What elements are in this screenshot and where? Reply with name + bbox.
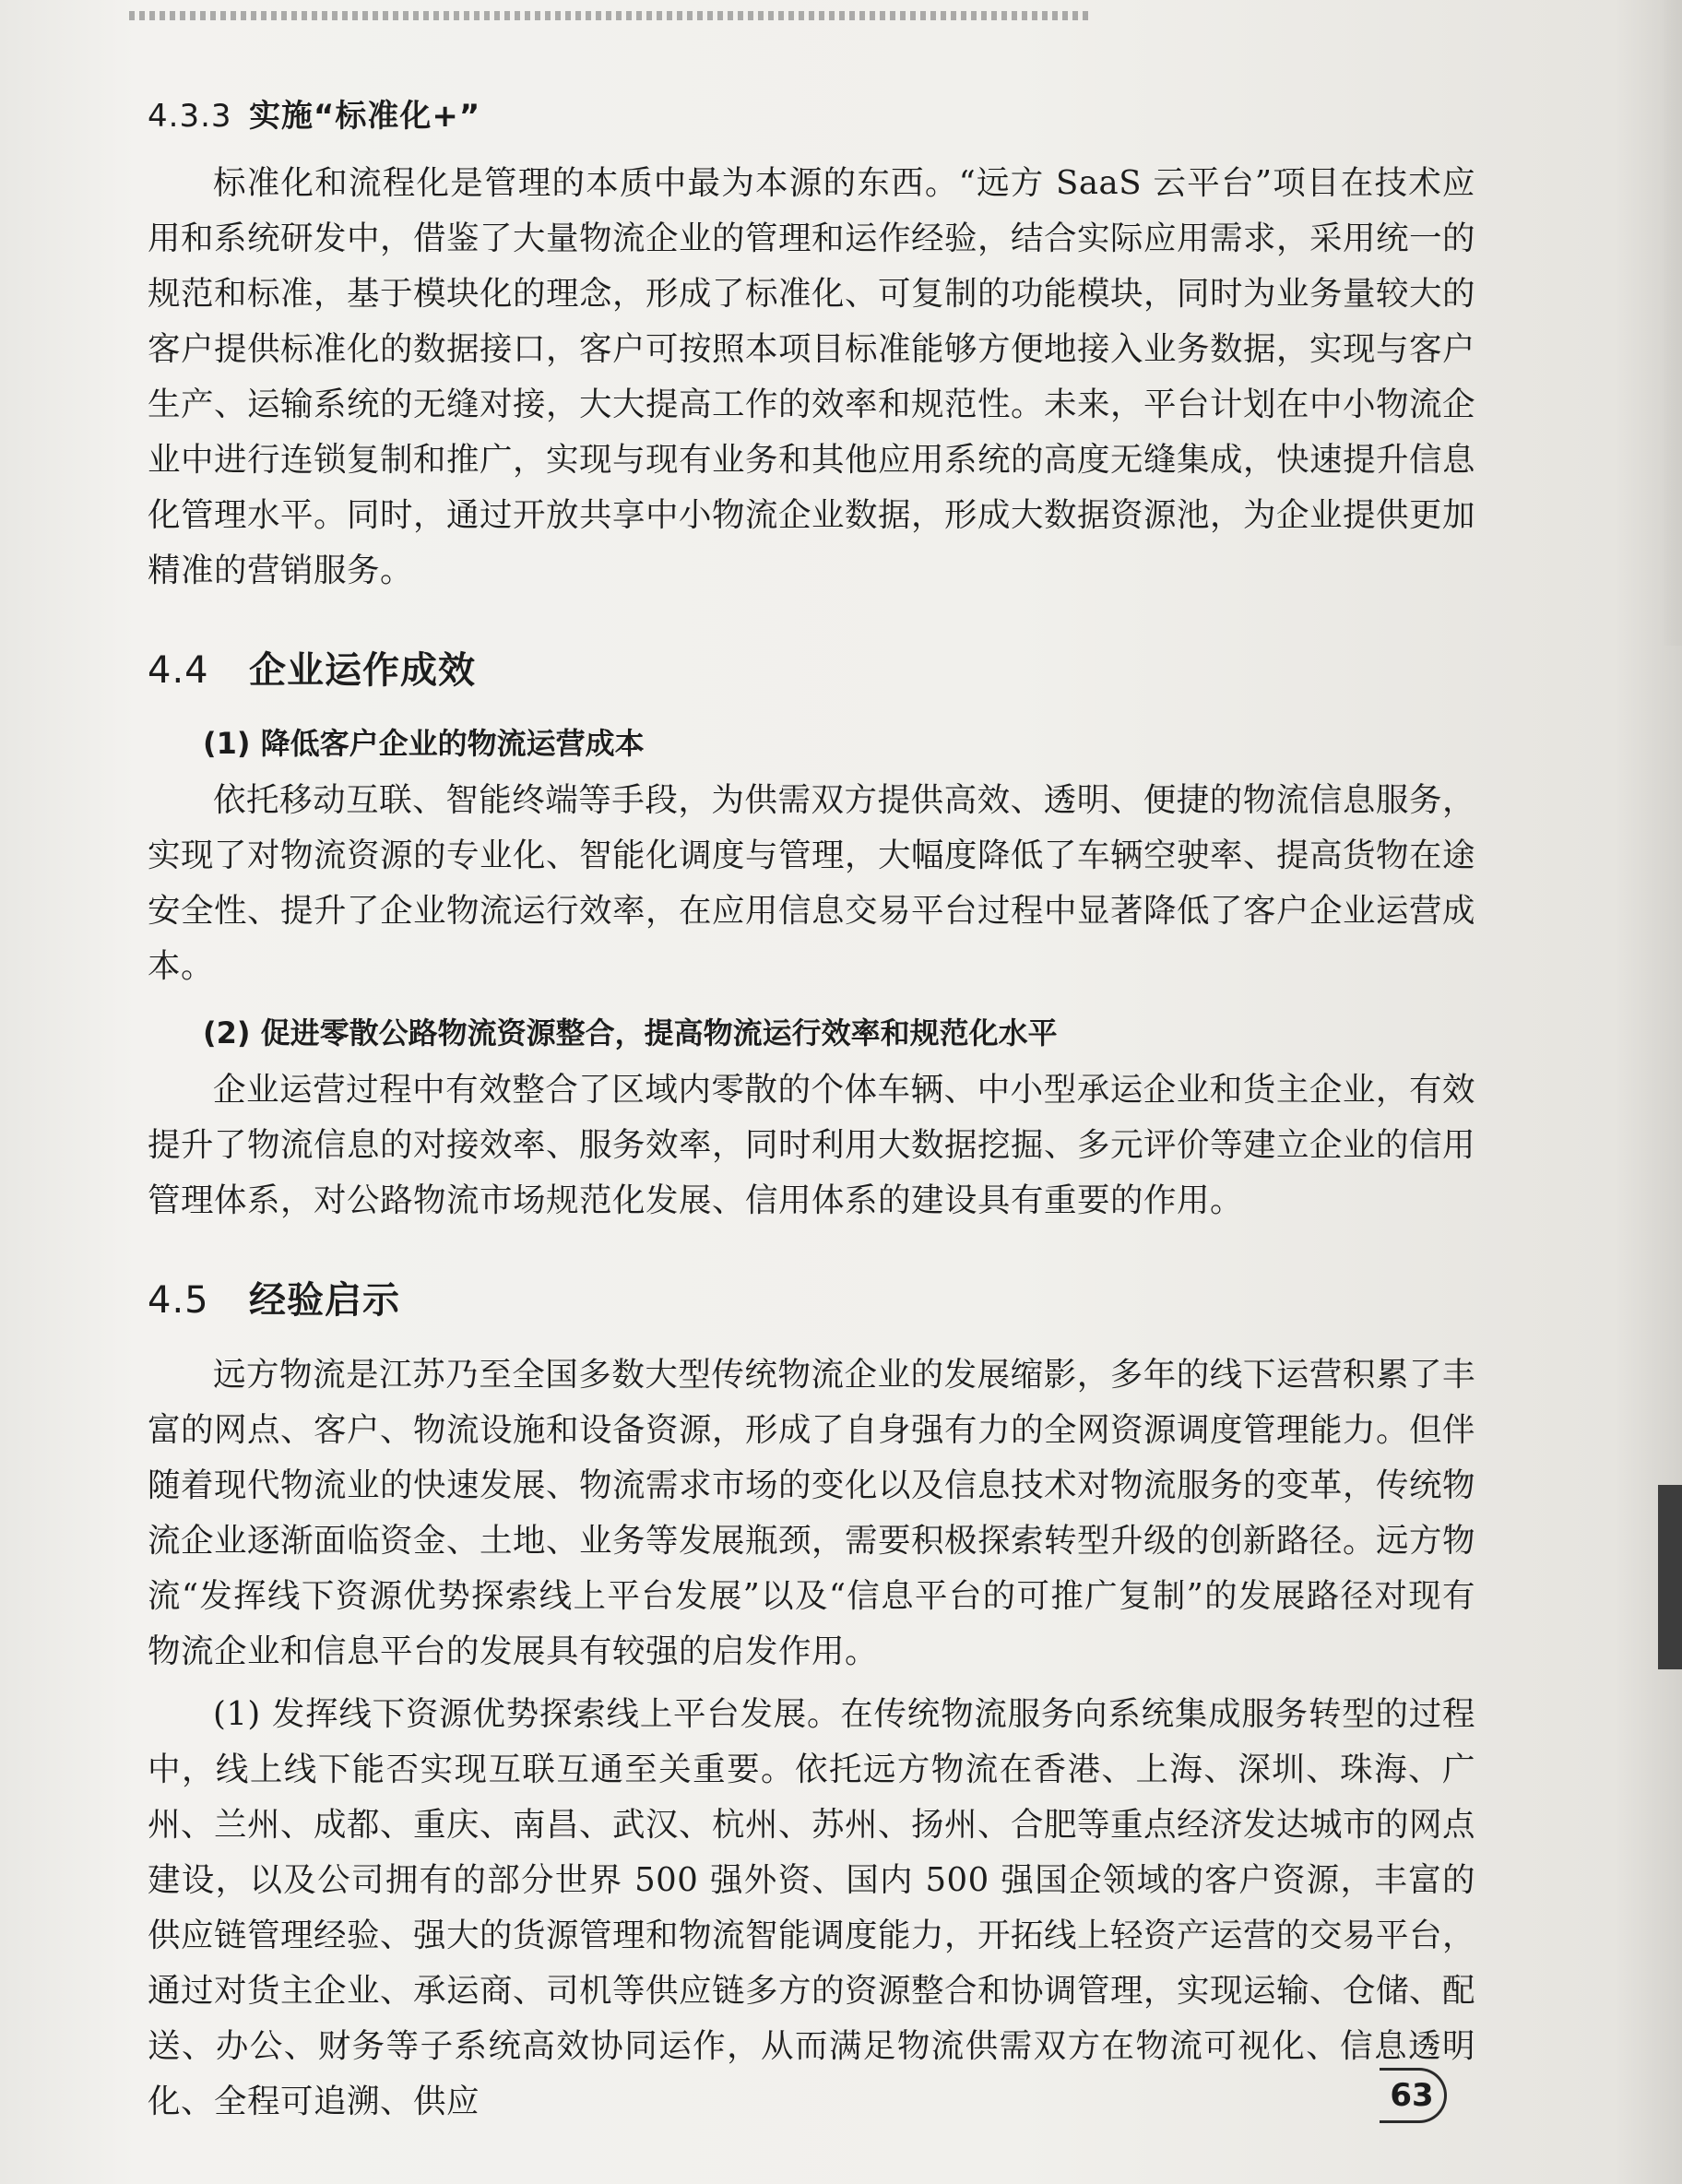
section-4-3-3-paragraph: 标准化和流程化是管理的本质中最为本源的东西。“远方 SaaS 云平台”项目在技术应用和系统研发中，借鉴了大量物流企业的管理和运作经验，结合实际应用需求，采用统一的规范和标准，基于模块化的理念，形成了标准化、可复制的功能模块，同时为业务量较大的客户提供标准化的数据接口，客户可按照本项目标准能够方便地接入业务数据，实现与客户生产、运输系统的无缝对接，大大提高工作的效率和规范性。未来，平台计划在中小物流企业中进行连锁复制和推广，实现与现有业务和其他应用系统的高度无缝集成，快速提升信息化管理水平。同时，通过开放共享中小物流企业数据，形成大数据资源池，为企业提供更加精准的营销服务。 (148, 164, 1476, 589)
section-number: 4.3.3 (148, 98, 232, 135)
section-number: 4.4 (148, 649, 209, 692)
item-1-heading: (1) 降低客户企业的物流运营成本 (203, 726, 645, 761)
page-edge-shadow (1662, 0, 1682, 646)
chapter-thumb-tab (1658, 1485, 1682, 1669)
item-2-heading: (2) 促进零散公路物流资源整合，提高物流运行效率和规范化水平 (203, 1015, 1058, 1050)
section-4-4-heading (148, 641, 1475, 694)
section-4-5-heading (148, 1271, 1475, 1323)
top-dashed-rule (129, 11, 1088, 20)
page-number: 63 (1380, 2068, 1447, 2123)
section-number: 4.5 (148, 1279, 209, 1322)
section-title: 企业运作成效 (249, 649, 476, 692)
section-title: 实施“标准化+” (249, 98, 481, 135)
section-4-3-3-heading (148, 90, 1475, 136)
item-2-paragraph: 企业运营过程中有效整合了区域内零散的个体车辆、中小型承运企业和货主企业，有效提升了物流信息的对接效率、服务效率，同时利用大数据挖掘、多元评价等建立企业的信用管理体系，对公路物流市场规范化发展、信用体系的建设具有重要的作用。 (148, 1071, 1476, 1219)
item-1-paragraph: 依托移动互联、智能终端等手段，为供需双方提供高效、透明、便捷的物流信息服务，实现了对物流资源的专业化、智能化调度与管理，大幅度降低了车辆空驶率、提高货物在途安全性、提升了企业物流运行效率，在应用信息交易平台过程中显著降低了客户企业运营成本。 (148, 781, 1476, 985)
section-4-5-paragraph-1: 远方物流是江苏乃至全国多数大型传统物流企业的发展缩影，多年的线下运营积累了丰富的网点、客户、物流设施和设备资源，形成了自身强有力的全网资源调度管理能力。但伴随着现代物流业的快速发展、物流需求市场的变化以及信息技术对物流服务的变革，传统物流企业逐渐面临资金、土地、业务等发展瓶颈，需要积极探索转型升级的创新路径。远方物流“发挥线下资源优势探索线上平台发展”以及“信息平台的可推广复制”的发展路径对现有物流企业和信息平台的发展具有较强的启发作用。 (148, 1356, 1476, 1670)
page-content (148, 55, 1475, 2137)
section-title: 经验启示 (249, 1279, 400, 1322)
section-4-5-paragraph-2: (1) 发挥线下资源优势探索线上平台发展。在传统物流服务向系统集成服务转型的过程中，线上线下能否实现互联互通至关重要。依托远方物流在香港、上海、深圳、珠海、广州、兰州、成都、重庆、南昌、武汉、杭州、苏州、扬州、合肥等重点经济发达城市的网点建设，以及公司拥有的部分世界 500 强外资、国内 500 强国企领域的客户资源，丰富的供应链管理经验、强大的货源管理和物流智能调度能力，开拓线上轻资产运营的交易平台，通过对货主企业、承运商、司机等供应链多方的资源整合和协调管理，实现运输、仓储、配送、办公、财务等子系统高效协同运作，从而满足物流供需双方在物流可视化、信息透明化、全程可追溯、供应 (148, 1695, 1476, 2120)
